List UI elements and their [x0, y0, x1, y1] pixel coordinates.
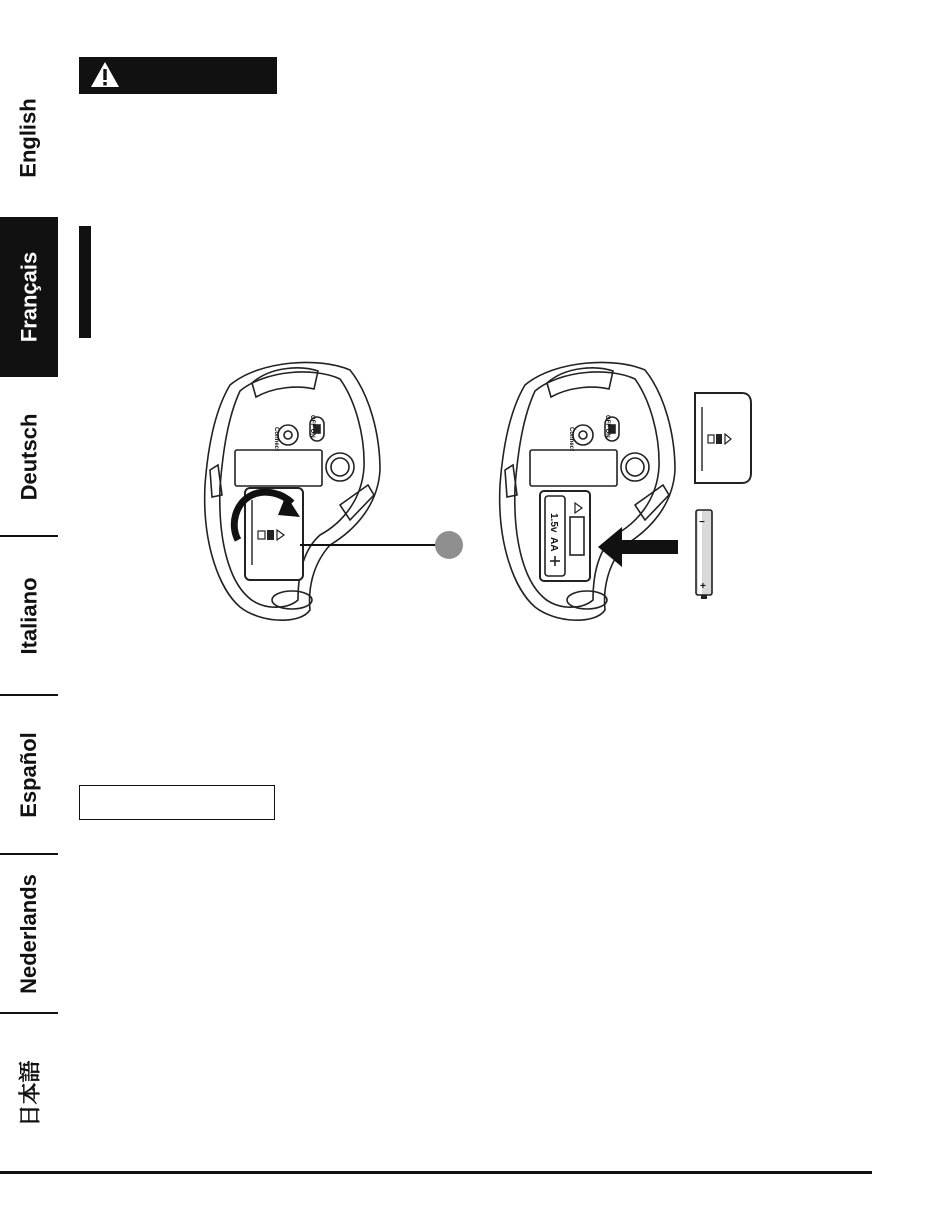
note-box	[79, 785, 275, 820]
tab-japanese-label: 日本語	[17, 1059, 43, 1127]
footer-rule	[0, 1171, 872, 1174]
insert-arrow-icon	[598, 527, 678, 567]
tab-espanol-label: Español	[16, 732, 42, 818]
tab-italiano[interactable]	[0, 536, 58, 696]
tab-english[interactable]	[0, 58, 58, 218]
tab-deutsch-label: Deutsch	[16, 413, 42, 501]
tab-nederlands[interactable]	[0, 854, 58, 1014]
callout-marker	[435, 531, 463, 559]
connect-label: Connect	[273, 427, 279, 451]
tab-italiano-label: Italiano	[16, 577, 42, 655]
tab-francais-label: Français	[16, 251, 41, 343]
tab-japanese[interactable]	[0, 1013, 58, 1173]
battery-plus-label: +	[700, 581, 706, 592]
tab-espanol[interactable]	[0, 695, 58, 855]
battery-minus-label: −	[699, 517, 705, 528]
language-sidebar	[0, 0, 58, 1229]
section-marker	[79, 226, 91, 338]
warning-icon	[89, 60, 121, 90]
tab-francais[interactable]	[0, 217, 58, 377]
connect-label: Connect	[568, 427, 574, 451]
power-switch-label: OFF ON	[309, 415, 315, 438]
battery-cover	[695, 393, 751, 483]
power-switch-label: OFF ON	[604, 415, 610, 438]
tab-nederlands-label: Nederlands	[16, 874, 42, 994]
tab-english-label: English	[16, 98, 42, 178]
battery-voltage-label: 1.5v	[548, 513, 559, 533]
tab-deutsch[interactable]	[0, 377, 58, 537]
battery-size-label: AA	[548, 537, 559, 552]
mouse-underside-left	[205, 362, 380, 620]
mouse-underside-right	[500, 362, 675, 620]
battery-installation-illustration	[190, 355, 770, 635]
warning-bar	[79, 57, 277, 94]
